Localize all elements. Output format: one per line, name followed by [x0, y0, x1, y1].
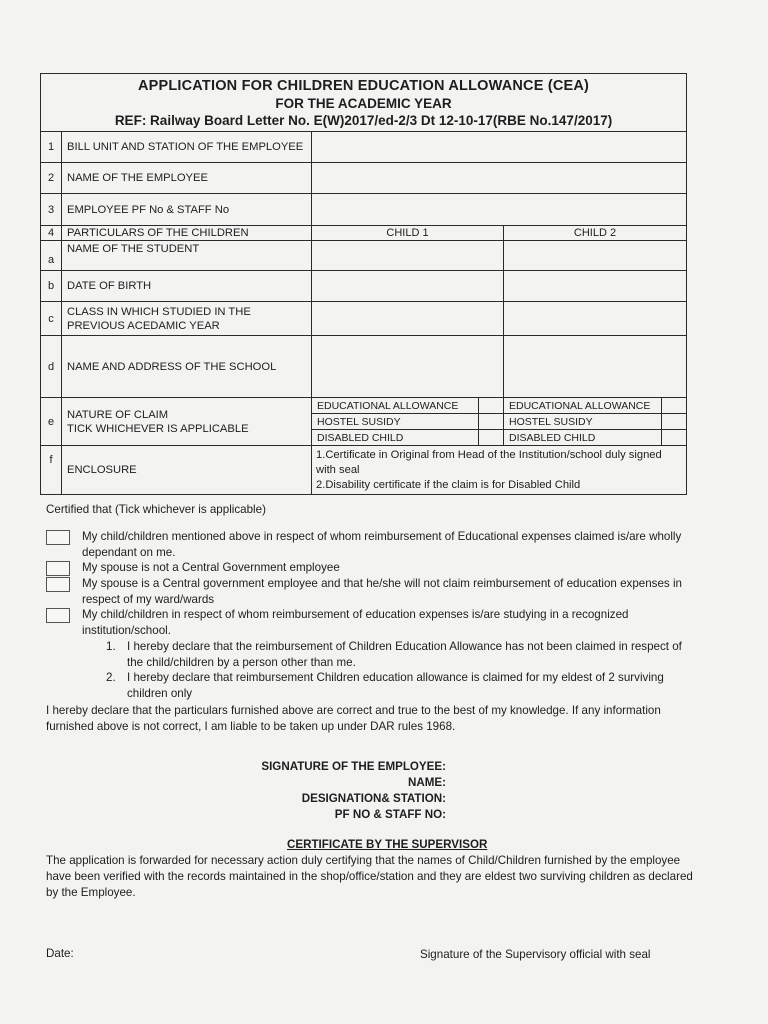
row-letter: d: [41, 336, 62, 398]
child1-checkbox-edu[interactable]: [479, 398, 504, 414]
child1-name-field[interactable]: [312, 241, 504, 271]
employee-name-field[interactable]: [312, 163, 687, 194]
child1-dob-field[interactable]: [312, 271, 504, 302]
certify-text: My child/children mentioned above in respect of whom reimbursement of Educational expenses claimed is/are wholly dependant on me.: [82, 530, 682, 559]
child2-class-field[interactable]: [504, 302, 687, 336]
certify-checkbox[interactable]: [46, 530, 70, 545]
employee-name-label: NAME OF THE EMPLOYEE: [62, 163, 312, 194]
declaration-item: [106, 639, 686, 671]
child2-checkbox-edu[interactable]: [662, 398, 687, 414]
supervisor-certificate-title: CERTIFICATE BY THE SUPERVISOR: [287, 838, 488, 851]
designation-station-label: DESIGNATION& STATION:: [301, 792, 446, 805]
bill-unit-label: BILL UNIT AND STATION OF THE EMPLOYEE: [62, 132, 312, 163]
row-letter: a: [41, 241, 62, 271]
child2-dob-field[interactable]: [504, 271, 687, 302]
child2-option-hostel: HOSTEL SUSIDY: [504, 414, 662, 430]
cea-form-table: [40, 73, 687, 495]
certify-text: My child/children in respect of whom reimbursement of education expenses is/are studying in a recognized institution/school.: [82, 608, 629, 637]
certify-item: [46, 607, 686, 639]
child1-option-hostel: HOSTEL SUSIDY: [312, 414, 479, 430]
enclosure-label: ENCLOSURE: [62, 446, 312, 495]
row-number: 1: [41, 132, 62, 163]
certify-checkbox[interactable]: [46, 577, 70, 592]
student-name-label: NAME OF THE STUDENT: [62, 241, 312, 271]
employee-name-sign-label: NAME:: [408, 776, 446, 789]
certify-item: [46, 560, 686, 576]
child2-name-field[interactable]: [504, 241, 687, 271]
form-header: [41, 74, 687, 132]
child2-school-field[interactable]: [504, 336, 687, 398]
child2-header: CHILD 2: [504, 226, 687, 241]
claim-nature-line2: TICK WHICHEVER IS APPLICABLE: [67, 422, 249, 435]
form-title: APPLICATION FOR CHILDREN EDUCATION ALLOWANCE (CEA): [137, 78, 590, 94]
child1-header: CHILD 1: [312, 226, 504, 241]
declaration-text: I hereby declare that the reimbursement of Children Education Allowance has not been claimed in respect of the child/children by a person other than me.: [127, 640, 682, 669]
particulars-label: PARTICULARS OF THE CHILDREN: [62, 226, 312, 241]
pf-staff-field[interactable]: [312, 194, 687, 226]
child1-class-field[interactable]: [312, 302, 504, 336]
bill-unit-field[interactable]: [312, 132, 687, 163]
class-label: [62, 302, 312, 336]
declaration-number: 1.: [106, 640, 116, 653]
pf-staff-sign-label: PF NO & STAFF NO:: [334, 808, 446, 821]
form-subtitle: FOR THE ACADEMIC YEAR: [275, 96, 452, 111]
row-letter: c: [41, 302, 62, 336]
final-declaration: I hereby declare that the particulars furnished above are correct and true to the best of my knowledge. If any information furnished above is not correct, I am liable to be taken up under DAR rules 1968.: [46, 704, 661, 733]
certify-item: [46, 529, 686, 561]
child2-checkbox-disabled[interactable]: [662, 430, 687, 446]
row-letter: f: [41, 446, 62, 495]
declaration-text: I hereby declare that reimbursement Children education allowance is claimed for my eldest of 2 surviving children only: [127, 671, 664, 700]
employee-signature-label: SIGNATURE OF THE EMPLOYEE:: [261, 760, 446, 773]
class-label-line1: CLASS IN WHICH STUDIED IN THE: [67, 305, 251, 318]
row-letter: e: [41, 398, 62, 446]
child2-checkbox-hostel[interactable]: [662, 414, 687, 430]
certify-checkbox[interactable]: [46, 561, 70, 576]
certify-text: My spouse is not a Central Government employee: [82, 561, 340, 574]
enclosure-line1: 1.Certificate in Original from Head of the Institution/school duly signed with seal: [316, 448, 662, 476]
certified-title: Certified that (Tick whichever is applicable): [46, 503, 266, 516]
dob-label: DATE OF BIRTH: [62, 271, 312, 302]
row-letter: b: [41, 271, 62, 302]
supervisor-signature-label: Signature of the Supervisory official with seal: [420, 948, 651, 961]
pf-staff-label: EMPLOYEE PF No & STAFF No: [62, 194, 312, 226]
certify-item: [46, 576, 686, 608]
child1-checkbox-hostel[interactable]: [479, 414, 504, 430]
row-number: 3: [41, 194, 62, 226]
child1-checkbox-disabled[interactable]: [479, 430, 504, 446]
school-label: NAME AND ADDRESS OF THE SCHOOL: [62, 336, 312, 398]
child2-option-disabled: DISABLED CHILD: [504, 430, 662, 446]
child1-option-disabled: DISABLED CHILD: [312, 430, 479, 446]
child1-school-field[interactable]: [312, 336, 504, 398]
certify-text: My spouse is a Central government employee and that he/she will not claim reimbursement of education expenses in respect of my ward/wards: [82, 577, 682, 606]
certify-checkbox[interactable]: [46, 608, 70, 623]
claim-nature-line1: NATURE OF CLAIM: [67, 408, 169, 421]
class-label-line2: PREVIOUS ACEDAMIC YEAR: [67, 319, 220, 332]
row-number: 4: [41, 226, 62, 241]
supervisor-certificate-text: The application is forwarded for necessary action duly certifying that the names of Child/Children furnished by the employee have been verified with the records maintained in the shop/office/station and they are eldest two surviving children as declared by the Employee.: [46, 854, 693, 899]
date-label: Date:: [46, 947, 74, 960]
form-reference: REF: Railway Board Letter No. E(W)2017/ed-2/3 Dt 12-10-17(RBE No.147/2017): [114, 113, 613, 128]
child1-option-edu: EDUCATIONAL ALLOWANCE: [312, 398, 479, 414]
enclosure-text: [312, 446, 687, 495]
declaration-item: [106, 670, 686, 702]
declaration-number: 2.: [106, 671, 116, 684]
child2-option-edu: EDUCATIONAL ALLOWANCE: [504, 398, 662, 414]
claim-nature-label: [62, 398, 312, 446]
enclosure-line2: 2.Disability certificate if the claim is for Disabled Child: [316, 478, 581, 491]
row-number: 2: [41, 163, 62, 194]
